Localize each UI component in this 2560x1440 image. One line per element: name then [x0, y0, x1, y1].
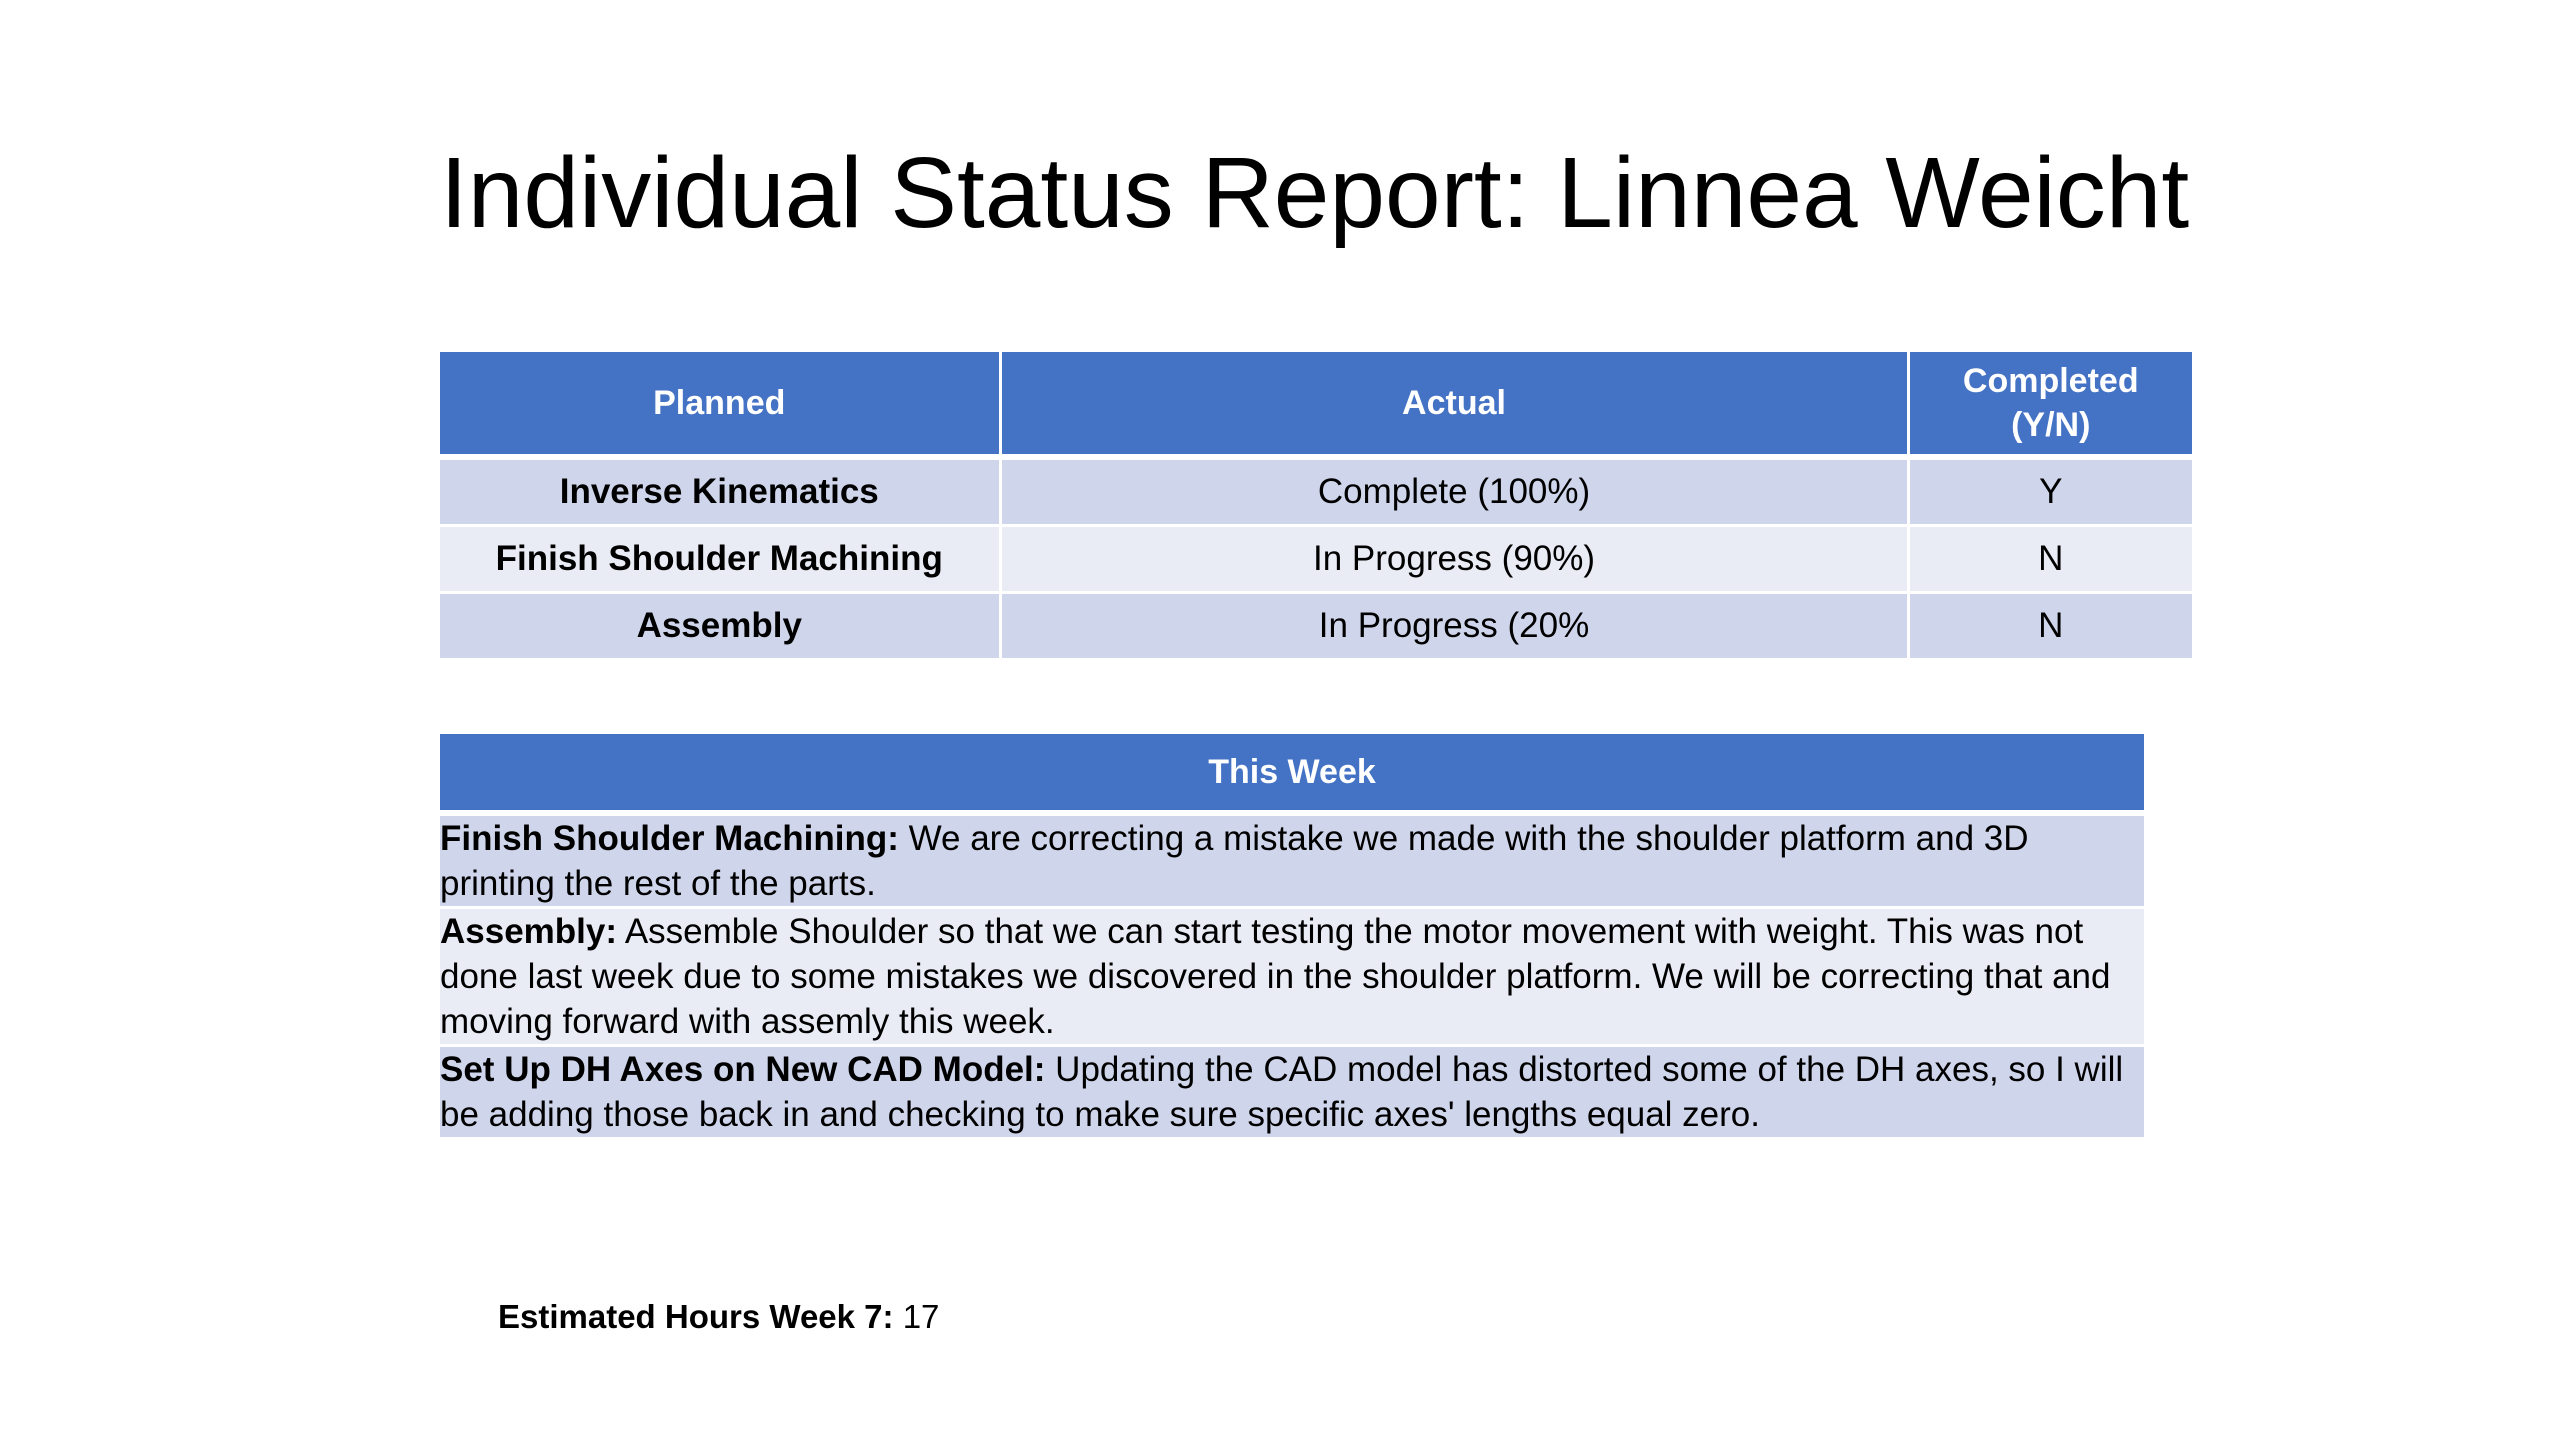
- this-week-table: [440, 734, 2144, 1140]
- actual-cell: In Progress (90%): [1000, 526, 1908, 593]
- actual-cell: In Progress (20%: [1000, 593, 1908, 660]
- item-text: Updating the CAD model has distorted some of the DH axes, so I will be adding those back in and checking to make sure specific axes' lengths equal zero.: [440, 1050, 2124, 1134]
- list-item: [440, 813, 2144, 908]
- item-label: Assembly:: [440, 912, 618, 951]
- header-planned: Planned: [440, 352, 1000, 457]
- header-actual: Actual: [1000, 352, 1908, 457]
- list-item: [440, 908, 2144, 1046]
- completed-cell: N: [1908, 526, 2192, 593]
- completed-cell: N: [1908, 593, 2192, 660]
- table-row: [440, 457, 2192, 526]
- planned-cell: Finish Shoulder Machining: [440, 526, 1000, 593]
- item-label: Set Up DH Axes on New CAD Model:: [440, 1050, 1046, 1089]
- estimated-hours-label: Estimated Hours Week 7:: [498, 1298, 894, 1335]
- status-table-header-row: [440, 352, 2192, 457]
- page-title: Individual Status Report: Linnea Weicht: [440, 137, 2190, 249]
- planned-cell: Assembly: [440, 593, 1000, 660]
- header-completed: Completed (Y/N): [1908, 352, 2192, 457]
- table-row: [440, 526, 2192, 593]
- status-table: [440, 352, 2192, 661]
- planned-cell: Inverse Kinematics: [440, 457, 1000, 526]
- list-item: [440, 1046, 2144, 1139]
- actual-cell: Complete (100%): [1000, 457, 1908, 526]
- this-week-item: [440, 908, 2144, 1046]
- item-text: We are correcting a mistake we made with the shoulder platform and 3D printing the rest of the parts.: [440, 819, 2029, 903]
- this-week-header: This Week: [440, 734, 2144, 813]
- this-week-item: [440, 813, 2144, 908]
- table-row: [440, 593, 2192, 660]
- this-week-item: [440, 1046, 2144, 1139]
- estimated-hours: [498, 1295, 939, 1339]
- this-week-header-row: [440, 734, 2144, 813]
- completed-cell: Y: [1908, 457, 2192, 526]
- item-text: Assemble Shoulder so that we can start testing the motor movement with weight. This was not done last week due to some mistakes we discovered in the shoulder platform. We will be correcting that and moving forward with assemly this week.: [440, 912, 2111, 1041]
- estimated-hours-value: 17: [893, 1298, 940, 1335]
- item-label: Finish Shoulder Machining:: [440, 819, 899, 858]
